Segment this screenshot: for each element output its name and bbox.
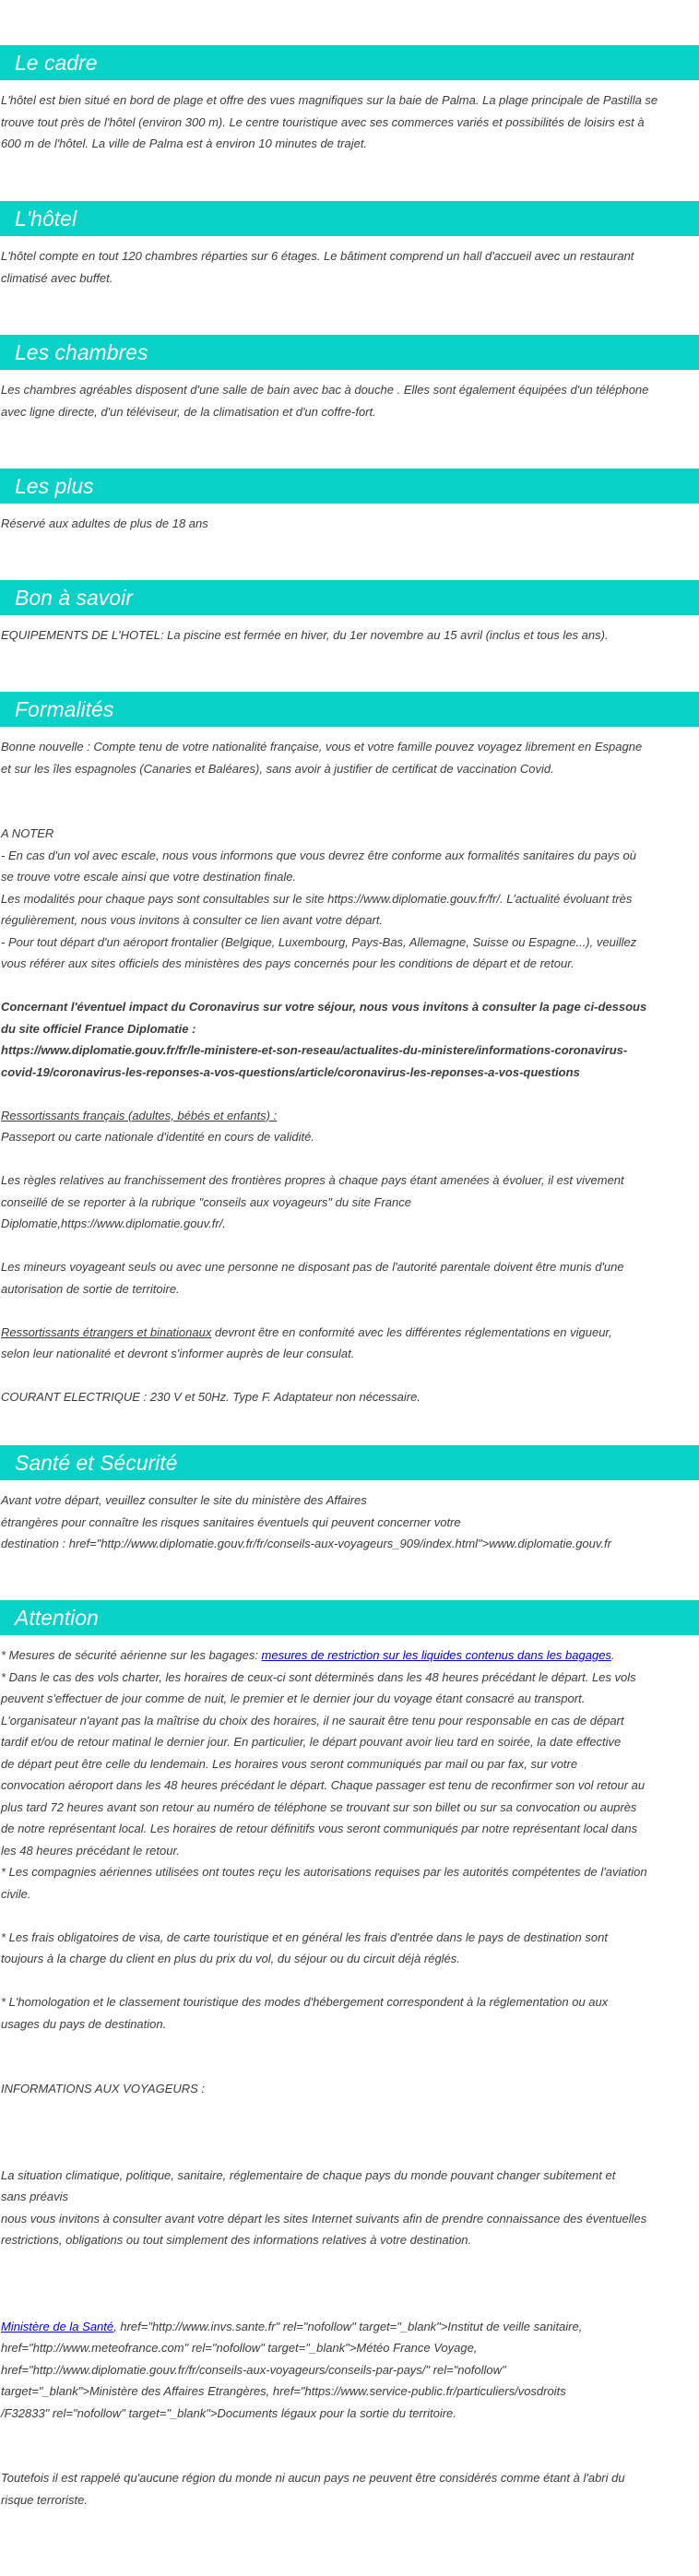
text-line: de notre représentant local. Les horaires de retour définitifs vous seront communiqués par notre représentant local dans	[1, 1822, 638, 1835]
text-line: L'hôtel est bien situé en bord de plage et offre des vues magnifiques sur la baie de Palma. La plage principale de Pastilla se	[1, 93, 658, 107]
text-line: de départ peut être celle du lendemain. Les horaires vous seront communiqués par mail ou par fax, sur votre	[1, 1756, 578, 1771]
text-line: A NOTER	[1, 826, 54, 840]
section-chambres	[0, 335, 699, 422]
section-title: Formalités	[0, 692, 699, 727]
text-line: climatisé avec buffet.	[1, 270, 113, 285]
text-line: trouve tout près de l'hôtel (environ 300 m). Le centre touristique avec ses commerces variés et possibilités de loisirs est à	[1, 114, 645, 129]
text-line: plus tard 72 heures avant son retour au numéro de téléphone se trouvant sur son billet ou sur sa convocation ou auprès	[1, 1799, 637, 1814]
text-line: civile.	[1, 1886, 31, 1901]
text-line: étrangères pour connaître les risques sanitaires éventuels qui peuvent concerner votre	[1, 1514, 461, 1529]
text-line: L'organisateur n'ayant pas la maîtrise du choix des horaires, il ne saurait être tenu pour responsable en cas de départ	[1, 1713, 624, 1727]
text-line: Réservé aux adultes de plus de 18 ans	[1, 516, 208, 530]
section-body	[0, 245, 699, 289]
text-line: Les modalités pour chaque pays sont consultables sur le site https://www.diplomatie.gouv.fr/fr/. L'actualité évoluant très	[1, 891, 633, 906]
text-line: - En cas d'un vol avec escale, nous vous informons que vous devrez être conforme aux formalités sanitaires du pays où	[1, 848, 636, 862]
text-line: risque terroriste.	[1, 2492, 88, 2507]
section-attention	[0, 1600, 699, 2511]
ressortissants-etrangers-label: Ressortissants étrangers et binationaux	[1, 1324, 212, 1339]
text-line: nous vous invitons à consulter avant votre départ les sites Internet suivants afin de prendre connaissance des éventuelles	[1, 2211, 647, 2226]
text-line: * Dans le cas des vols charter, les horaires de ceux-ci sont déterminés dans les 48 heures précédant le départ. Les vols	[1, 1669, 636, 1684]
covid-notice-line: Concernant l'éventuel impact du Coronavirus sur votre séjour, nous vous invitons à consulter la page ci-dessous	[1, 1000, 647, 1014]
text-line: selon leur nationalité et devront s'informer auprès de leur consulat.	[1, 1347, 355, 1360]
text-line: * L'homologation et le classement touristique des modes d'hébergement correspondent à la réglementation ou aux	[1, 1995, 609, 2009]
ministere-sante-link[interactable]: Ministère de la Santé	[1, 2319, 114, 2333]
section-sante-securite	[0, 1445, 699, 1555]
section-title: Le cadre	[0, 45, 699, 80]
text-line: autorisation de sortie de territoire.	[1, 1281, 180, 1296]
section-body	[0, 379, 699, 422]
text-line: tardif et/ou de retour matinal le dernier jour. En particulier, le départ pouvant avoir lieu tard en soirée, la date effective	[1, 1735, 622, 1749]
text-line: EQUIPEMENTS DE L'HOTEL: La piscine est fermée en hiver, du 1er novembre au 15 avril (inclus et tous les ans).	[1, 628, 609, 642]
section-formalites	[0, 692, 699, 1408]
text-line: Diplomatie,https://www.diplomatie.gouv.fr/.	[1, 1217, 226, 1230]
text-line: sans préavis	[1, 2190, 68, 2203]
text-line: destination : href="http://www.diplomatie.gouv.fr/fr/conseils-aux-voyageurs_909/index.html">www.diplomatie.gouv.fr	[1, 1537, 611, 1550]
section-title: L'hôtel	[0, 201, 699, 236]
section-title: Les chambres	[0, 335, 699, 370]
section-body	[0, 624, 699, 647]
text-line: conseillé de se reporter à la rubrique "conseils aux voyageurs" du site France	[1, 1194, 411, 1209]
text-line: restrictions, obligations ou tout simplement des informations relatives à votre destination.	[1, 2233, 472, 2247]
text-line: L'hôtel compte en tout 120 chambres réparties sur 6 étages. Le bâtiment comprend un hall d'accueil avec un restaurant	[1, 249, 634, 263]
section-cadre	[0, 45, 699, 155]
text-line: peuvent s'effectuer de jour comme de nuit, le premier et le dernier jour du voyage étant consacré au transport.	[1, 1692, 586, 1705]
section-body	[0, 1644, 699, 2511]
text-line: - Pour tout départ d'un aéroport frontalier (Belgique, Luxembourg, Pays-Bas, Allemagne, Suisse ou Espagne...), veuillez	[1, 934, 637, 949]
section-body	[0, 736, 699, 1408]
section-title: Santé et Sécurité	[0, 1445, 699, 1480]
covid-notice-line: https://www.diplomatie.gouv.fr/fr/le-ministere-et-son-reseau/actualites-du-ministere/informations-coronavirus-	[1, 1043, 628, 1057]
ressortissants-francais-label: Ressortissants français (adultes, bébés et enfants) :	[1, 1108, 278, 1122]
text-line: * Les frais obligatoires de visa, de carte touristique et en général les frais d'entrée dans le pays de destination sont	[1, 1929, 608, 1944]
text-line: se trouve votre escale ainsi que votre destination finale.	[1, 870, 297, 884]
text-line: /F32833" rel="nofollow" target="_blank">Documents légaux pour la sortie du territoire.	[1, 2405, 456, 2420]
covid-notice-line: covid-19/coronavirus-les-reponses-a-vos-questions/article/coronavirus-les-reponses-a-vos-questions	[1, 1064, 580, 1079]
text-line: convocation aéroport dans les 48 heures précédant le départ. Chaque passager est tenu de reconfirmer son vol retour au	[1, 1778, 646, 1792]
text-line: Toutefois il est rappelé qu'aucune région du monde ni aucun pays ne peuvent être considérés comme étant à l'abri du	[1, 2471, 625, 2485]
section-title: Attention	[0, 1600, 699, 1635]
courant-electrique: COURANT ELECTRIQUE : 230 V et 50Hz. Type F. Adaptateur non nécessaire.	[1, 1390, 421, 1404]
section-hotel	[0, 201, 699, 289]
text-line: Bonne nouvelle : Compte tenu de votre nationalité française, vous et votre famille pouvez voyagez librement en Espagne	[1, 740, 643, 754]
text-line: * Les compagnies aériennes utilisées ont toutes reçu les autorisations requises par les autorités compétentes de l'aviation	[1, 1865, 647, 1879]
section-body	[0, 1490, 699, 1555]
section-title: Les plus	[0, 469, 699, 504]
text-line: toujours à la charge du client en plus du prix du vol, du séjour ou du circuit déjà réglés.	[1, 1952, 460, 1965]
text-line: Passeport ou carte nationale d'identité en cours de validité.	[1, 1130, 314, 1144]
ressortissants-etrangers-line: Ressortissants étrangers et binationaux devront être en conformité avec les différentes réglementations en vigueur,	[1, 1324, 612, 1339]
text-line: href="http://www.diplomatie.gouv.fr/fr/conseils-aux-voyageurs/conseils-par-pays/" rel="nofollow"	[1, 2362, 506, 2377]
section-plus	[0, 469, 699, 535]
section-body	[0, 513, 699, 535]
text-line: target="_blank">Ministère des Affaires Etrangères, href="https://www.service-public.fr/particuliers/vosdroits	[1, 2384, 566, 2398]
text-line: Les chambres agréables disposent d'une salle de bain avec bac à douche . Elles sont également équipées d'un téléphone	[1, 383, 649, 397]
text-line: href="http://www.meteofrance.com" rel="nofollow" target="_blank">Météo France Voyage,	[1, 2341, 478, 2355]
text-line: les 48 heures précédant le retour.	[1, 1843, 180, 1858]
text-line: 600 m de l'hôtel. La ville de Palma est à environ 10 minutes de trajet.	[1, 137, 368, 150]
links-line: Ministère de la Santé, href="http://www.invs.sante.fr" rel="nofollow" target="_blank">Institut de veille sanitaire,	[1, 2319, 583, 2333]
section-body	[0, 89, 699, 155]
text-line: Avant votre départ, veuillez consulter le site du ministère des Affaires	[1, 1493, 367, 1507]
text-line: vous référer aux sites officiels des ministères des pays concernés pour les conditions de départ et de retour.	[1, 956, 575, 970]
mesures-line: * Mesures de sécurité aérienne sur les bagages: mesures de restriction sur les liquides contenus dans les bagages.	[1, 1648, 615, 1662]
text-line: usages du pays de destination.	[1, 2016, 167, 2031]
text-line: régulièrement, nous vous invitons à consulter ce lien avant votre départ.	[1, 913, 384, 927]
liquid-restrictions-link[interactable]: mesures de restriction sur les liquides contenus dans les bagages	[261, 1648, 611, 1662]
text-line: Les règles relatives au franchissement des frontières propres à chaque pays étant amenées à évoluer, il est vivement	[1, 1173, 624, 1187]
text-line: La situation climatique, politique, sanitaire, réglementaire de chaque pays du monde pouvant changer subitement et	[1, 2167, 616, 2182]
text-line: avec ligne directe, d'un téléviseur, de la climatisation et d'un coffre-fort.	[1, 404, 376, 419]
section-title: Bon à savoir	[0, 580, 699, 615]
text-line: et sur les îles espagnoles (Canaries et Baléares), sans avoir à justifier de certificat de vaccination Covid.	[1, 761, 554, 776]
text-line: Les mineurs voyageant seuls ou avec une personne ne disposant pas de l'autorité parentale doivent être munis d'une	[1, 1260, 624, 1274]
section-bon-a-savoir	[0, 580, 699, 647]
covid-notice-line: du site officiel France Diplomatie :	[1, 1021, 196, 1036]
infos-voyageurs-heading: INFORMATIONS AUX VOYAGEURS :	[1, 2082, 206, 2095]
